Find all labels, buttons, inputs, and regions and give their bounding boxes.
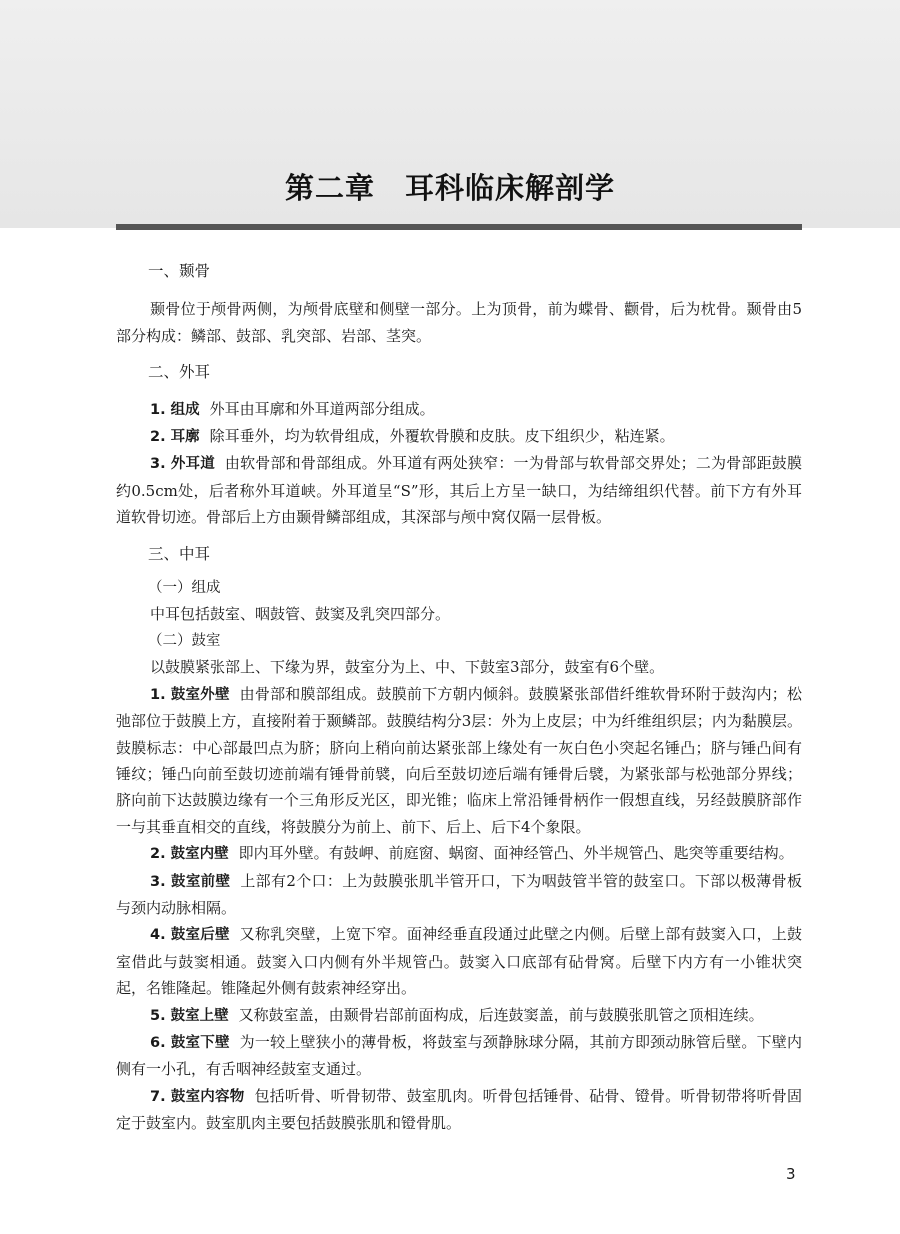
list-item (116, 450, 802, 530)
item-text: 又称乳突壁，上宽下窄。面神经垂直段通过此壁之内侧。后壁上部有鼓窦入口，上鼓室借此与鼓窦相通。鼓窦入口内侧有外半规管凸。鼓窦入口底部有砧骨窝。后壁下内方有一小锥状突起，名锥隆起。锥隆起外侧有鼓索神经穿出。 (116, 925, 802, 998)
list-item (116, 1029, 802, 1083)
item-title: 2. 鼓室内壁 (150, 846, 229, 863)
list-item (116, 868, 802, 922)
item-title: 7. 鼓室内容物 (150, 1088, 245, 1105)
list-item (116, 1083, 802, 1137)
section-heading-temporal-bone: 一、颞骨 (148, 262, 211, 280)
item-text: 由软骨部和骨部组成。外耳道有两处狭窄：一为骨部与软骨部交界处；二为骨部距鼓膜约0.5cm处，后者称外耳道峡。外耳道呈“S”形，其后上方呈一缺口，为结缔组织代替。前下方有外耳道软骨切迹。骨部后上方由颞骨鳞部组成，其深部与颅中窝仅隔一层骨板。 (116, 454, 802, 527)
item-text: 又称鼓室盖，由颞骨岩部前面构成，后连鼓窦盖，前与鼓膜张肌管之顶相连续。 (238, 1005, 764, 1024)
title-divider (116, 224, 802, 230)
item-text: 为一较上壁狭小的薄骨板，将鼓室与颈静脉球分隔，其前方即颈动脉管后壁。下壁内侧有一小孔，有舌咽神经鼓室支通过。 (116, 1032, 802, 1079)
item-title: 2. 耳廓 (150, 429, 200, 446)
item-text: 上部有2个口：上为鼓膜张肌半管开口，下为咽鼓管半管的鼓室口。下部以极薄骨板与颈内动脉相隔。 (116, 871, 802, 917)
page-body (116, 258, 802, 1137)
page-number: 3 (786, 1165, 796, 1183)
item-title: 1. 组成 (150, 401, 200, 418)
item-title: 3. 外耳道 (150, 456, 215, 473)
item-title: 1. 鼓室外壁 (150, 686, 230, 703)
item-title: 5. 鼓室上壁 (150, 1007, 229, 1024)
item-text: 外耳由耳廓和外耳道两部分组成。 (209, 399, 435, 418)
item-text: 由骨部和膜部组成。鼓膜前下方朝内倾斜。鼓膜紧张部借纤维软骨环附于鼓沟内；松弛部位于鼓膜上方，直接附着于颞鳞部。鼓膜结构分3层：外为上皮层；中为纤维组织层；内为黏膜层。鼓膜标志：中心部最凹点为脐；脐向上稍向前达紧张部上缘处有一灰白色小突起名锤凸；脐与锤凸间有锤纹；锤凸向前至鼓切迹前端有锤骨前襞，向后至鼓切迹后端有锤骨后襞，为紧张部与松弛部分界线；脐向前下达鼓膜边缘有一个三角形反光区，即光锥；临床上常沿锤骨柄作一假想直线，另经鼓膜脐部作一与其垂直相交的直线，将鼓膜分为前上、前下、后上、后下4个象限。 (116, 684, 802, 836)
item-title: 4. 鼓室后壁 (150, 927, 230, 944)
list-item (116, 681, 802, 840)
list-item (116, 1002, 802, 1029)
paragraph-temporal-bone: 颞骨位于颅骨两侧，为颅骨底壁和侧壁一部分。上为顶骨，前为蝶骨、颧骨，后为枕骨。颞骨由5部分构成：鳞部、鼓部、乳突部、岩部、茎突。 (116, 300, 802, 345)
list-item (116, 396, 802, 423)
item-text: 即内耳外壁。有鼓岬、前庭窗、蜗窗、面神经管凸、外半规管凸、匙突等重要结构。 (238, 844, 794, 863)
list-item (116, 921, 802, 1001)
chapter-title: 第二章 耳科临床解剖学 (284, 171, 615, 205)
item-title: 3. 鼓室前壁 (150, 873, 231, 890)
paragraph-composition: 中耳包括鼓室、咽鼓管、鼓窦及乳突四部分。 (150, 605, 451, 624)
list-item (116, 840, 802, 867)
paragraph-tympanic-cavity: 以鼓膜紧张部上、下缘为界，鼓室分为上、中、下鼓室3部分，鼓室有6个壁。 (150, 658, 665, 677)
item-title: 6. 鼓室下壁 (150, 1034, 230, 1051)
subheading-tympanic-cavity: （二）鼓室 (148, 632, 221, 649)
list-item (116, 423, 802, 450)
item-text: 除耳垂外，均为软骨组成，外覆软骨膜和皮肤。皮下组织少，粘连紧。 (209, 427, 675, 446)
item-text: 包括听骨、听骨韧带、鼓室肌肉。听骨包括锤骨、砧骨、镫骨。听骨韧带将听骨固定于鼓室内。鼓室肌肉主要包括鼓膜张肌和镫骨肌。 (116, 1086, 802, 1133)
subheading-composition: （一）组成 (148, 580, 221, 597)
section-heading-middle-ear: 三、中耳 (148, 544, 211, 563)
section-heading-external-ear: 二、外耳 (148, 363, 211, 382)
